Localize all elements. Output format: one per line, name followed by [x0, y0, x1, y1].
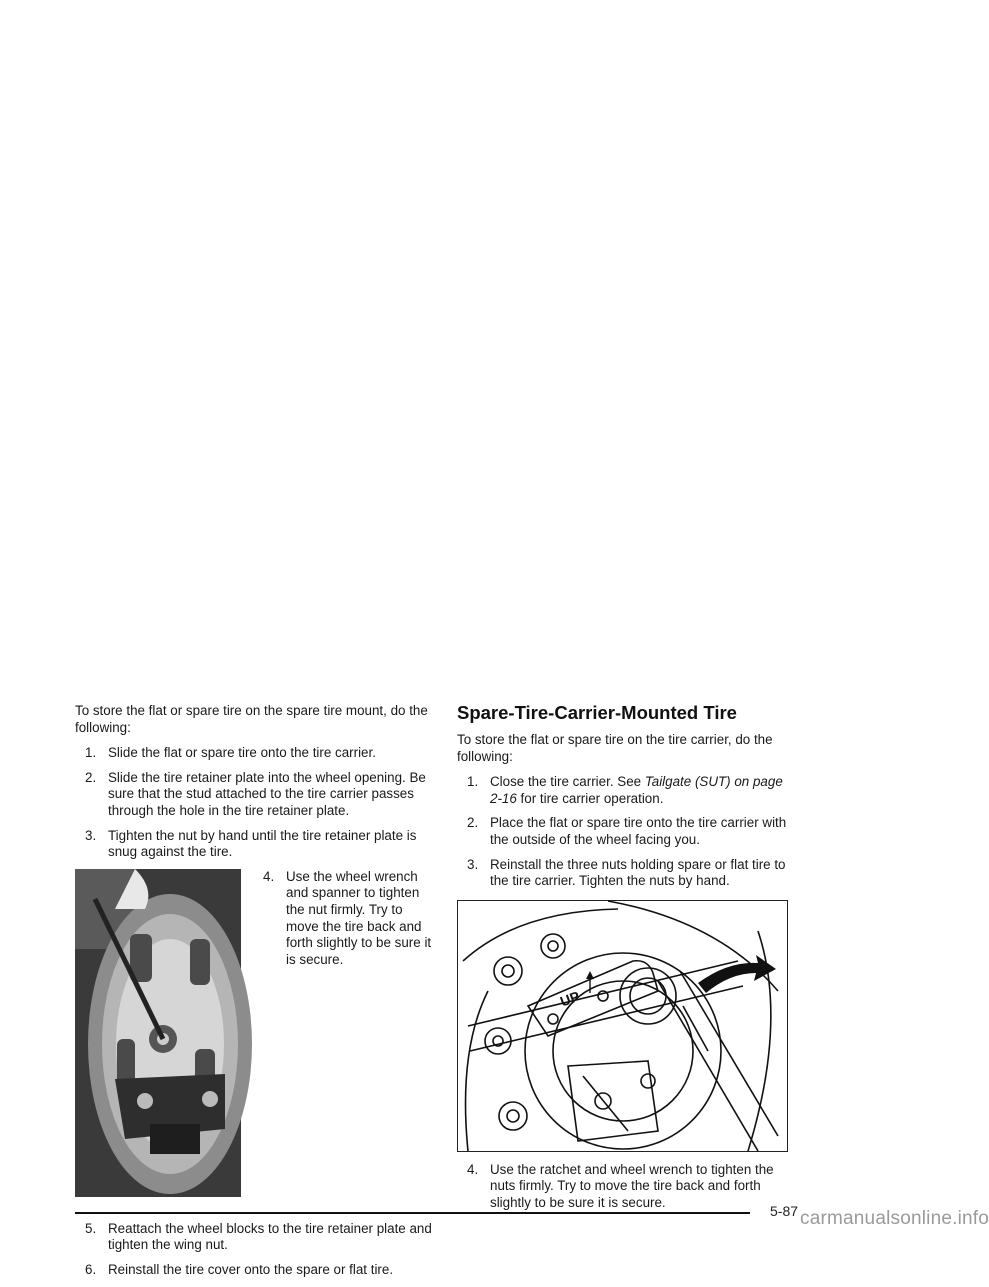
left-step-6: 6. Reinstall the tire cover onto the spare or flat tire. — [85, 1261, 394, 1277]
tailgate-xref-link[interactable]: Tailgate (SUT) on page 2-16 — [490, 774, 783, 806]
right-intro: To store the flat or spare tire on the tire carrier, do the following: — [457, 732, 773, 764]
wrench-tightening-illustration — [457, 900, 788, 1152]
right-step-3: 3. Reinstall the three nuts holding spare or flat tire to the tire carrier. Tighten the nuts by hand. — [467, 856, 786, 889]
left-column — [75, 703, 435, 1287]
right-step-2: 2. Place the flat or spare tire onto the tire carrier with the outside of the wheel facing you. — [467, 815, 787, 847]
left-step-3: 3. Tighten the nut by hand until the tire retainer plate is snug against the tire. — [85, 827, 417, 860]
left-step-1: 1. Slide the flat or spare tire onto the tire carrier. — [85, 745, 376, 761]
right-step-1: 1. Close the tire carrier. See Tailgate (SUT) on page 2-16 for tire carrier operation. — [467, 774, 783, 806]
left-step-5: 5. Reattach the wheel blocks to the tire retainer plate and tighten the wing nut. — [85, 1220, 432, 1253]
page-number: 5-87 — [770, 1203, 799, 1219]
left-step-2: 2. Slide the tire retainer plate into the wheel opening. Be sure that the stud attached to the tire carrier passes through the hole in the tire retainer plate. — [85, 769, 426, 818]
right-column — [457, 703, 792, 1220]
photo-step-row — [75, 869, 435, 1199]
left-intro: To store the flat or spare tire on the spare tire mount, do the following: — [75, 703, 428, 735]
left-step-4: 4. Use the wheel wrench and spanner to tighten the nut firmly. Try to move the tire back and forth slightly to be sure it is secure. — [263, 868, 432, 967]
right-step-4: 4. Use the ratchet and wheel wrench to tighten the nuts firmly. Try to move the tire back and forth slightly to be sure it is secure. — [467, 1161, 774, 1210]
spare-tire-mount-photo — [75, 869, 241, 1197]
footer-rule — [75, 1212, 750, 1214]
section-heading: Spare-Tire-Carrier-Mounted Tire — [457, 702, 737, 723]
figure-up-label: UP — [557, 987, 582, 1010]
watermark: carmanualsonline.info — [800, 1208, 989, 1229]
